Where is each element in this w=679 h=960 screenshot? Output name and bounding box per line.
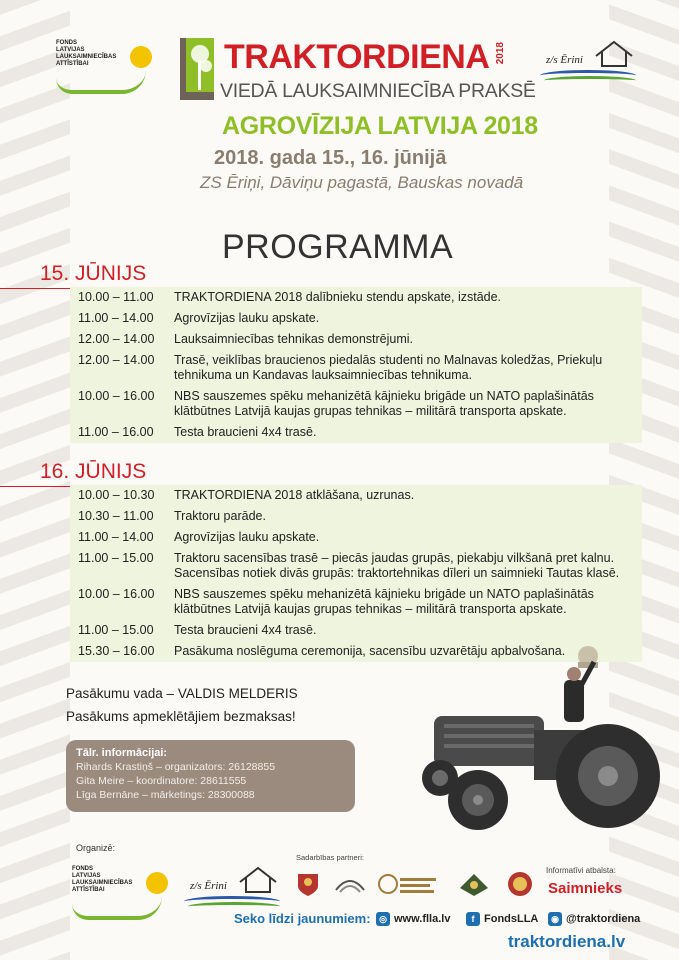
schedule-desc: Testa braucieni 4x4 trasē.: [174, 623, 317, 637]
round-emblem-icon: [502, 870, 538, 898]
schedule-desc: TRAKTORDIENA 2018 dalībnieku stendu apskate, izstāde.: [174, 290, 502, 304]
contact-heading: Tālr. informācijai:: [76, 747, 168, 759]
schedule-row: [70, 350, 642, 386]
schedule-row: [70, 329, 642, 350]
instagram-link[interactable]: [548, 912, 640, 926]
schedule-row: [70, 527, 642, 548]
schedule-row: [70, 386, 642, 422]
house-icon: [238, 866, 278, 894]
fonds-logo-line: LAUKSAIMNIECĪBAS: [72, 880, 133, 886]
schedule-time: 10.00 – 16.00: [78, 587, 155, 601]
book-tree-icon: [178, 32, 220, 104]
free-entry-text: Pasākums apmeklētājiem bezmaksas!: [66, 709, 296, 724]
partners-label: Sadarbības partneri:: [296, 853, 364, 862]
schedule-desc: Agrovīzijas lauku apskate.: [174, 311, 320, 325]
consulting-centre-icon: [378, 870, 438, 898]
globe-icon: ◎: [376, 912, 390, 926]
event-subtitle: VIEDĀ LAUKSAIMNIECĪBA PRAKSĒ: [220, 80, 536, 102]
army-emblem-icon: [456, 870, 492, 898]
website-link[interactable]: [376, 912, 450, 926]
erini-logo-text: z/s Ērini: [190, 880, 227, 892]
erini-logo-footer: [184, 866, 284, 908]
schedule-time: 10.00 – 16.00: [78, 389, 155, 403]
day-label: 16. JŪNIJS: [40, 460, 147, 483]
schedule-row: [70, 422, 642, 443]
schedule-time: 15.30 – 16.00: [78, 644, 155, 658]
schedule-row: [70, 620, 642, 641]
info-support-label: Informatīvi atbalsta:: [546, 866, 616, 875]
facebook-link[interactable]: [466, 912, 538, 926]
schedule-desc: Lauksaimniecības tehnikas demonstrējumi.: [174, 332, 414, 346]
event-date: 2018. gada 15., 16. jūnijā: [214, 147, 447, 169]
schedule-desc: TRAKTORDIENA 2018 atklāšana, uzrunas.: [174, 488, 415, 502]
fonds-logo-line: FONDS: [72, 866, 93, 872]
house-icon: [594, 40, 634, 68]
contact-line: Līga Bernāne – mārketings: 28300088: [76, 789, 255, 801]
schedule-time: 12.00 – 14.00: [78, 353, 155, 367]
schedule-time: 11.00 – 15.00: [78, 551, 154, 565]
schedule-desc: Traktoru sacensības trasē – piecās jaudas grupās, piekabju vilkšanā pret kalnu. Sacensības notiek divās grupās: traktortehnikas dīleri un saimnieki Tautas klasē.: [174, 551, 620, 580]
tractor-image: [414, 640, 664, 840]
fonds-logo: [56, 40, 156, 90]
fonds-logo-footer: [72, 866, 172, 916]
wave-icon: [544, 76, 636, 85]
schedule-time: 11.00 – 16.00: [78, 425, 154, 439]
contact-line: Rihards Krastiņš – organizators: 26128855: [76, 761, 276, 773]
schedule-time: 10.00 – 10.30: [78, 488, 155, 502]
event-title: TRAKTORDIENA: [224, 38, 490, 76]
website-url[interactable]: traktordiena.lv: [508, 932, 626, 951]
facebook-icon: f: [466, 912, 480, 926]
erini-logo-text: z/s Ērini: [546, 54, 583, 66]
schedule-desc: Trasē, veiklības braucienos piedalās studenti no Malnavas koledžas, Priekuļu tehnikuma un Kandavas lauksaimniecības tehnikuma.: [174, 353, 603, 382]
instagram-icon: ◉: [548, 912, 562, 926]
sun-icon: [146, 872, 168, 894]
lauku-tikls-icon: [332, 870, 368, 898]
schedule-row: [70, 506, 642, 527]
fonds-logo-line: LAUKSAIMNIECĪBAS: [56, 54, 117, 60]
event-place: [200, 173, 523, 193]
facebook-text: FondsLLA: [484, 913, 539, 925]
swoosh-icon: [56, 70, 146, 94]
schedule-time: 11.00 – 14.00: [78, 530, 154, 544]
program-title: PROGRAMMA: [222, 228, 454, 266]
schedule-row: [70, 485, 642, 506]
wave-icon: [188, 902, 280, 911]
fonds-logo-line: FONDS: [56, 40, 77, 46]
schedule-time: 10.00 – 11.00: [78, 290, 154, 304]
fonds-logo-line: ATTĪSTĪBAI: [72, 887, 105, 893]
host-text: Pasākumu vada – VALDIS MELDERIS: [66, 686, 298, 701]
schedule-desc: Traktoru parāde.: [174, 509, 266, 523]
schedule-desc: Testa braucieni 4x4 trasē.: [174, 425, 317, 439]
event-place-text: ZS Ēriņi, Dāviņu pagastā, Bauskas novadā: [200, 173, 524, 192]
schedule-desc: Agrovīzijas lauku apskate.: [174, 530, 320, 544]
schedule-row: [70, 287, 642, 308]
agrovizija-title: AGROVĪZIJA LATVIJA 2018: [222, 112, 538, 140]
sun-icon: [130, 46, 152, 68]
fonds-logo-line: LATVIJAS: [72, 873, 101, 879]
fonds-logo-line: ATTĪSTĪBAI: [56, 61, 89, 67]
schedule-row: [70, 308, 642, 329]
swoosh-icon: [72, 896, 162, 920]
schedule-desc: NBS sauszemes spēku mehanizētā kājnieku brigāde un NATO paplašinātās klātbūtnes Latvijā kaujas grupas tehnikas – militārā transporta apskate.: [174, 587, 594, 616]
follow-label: Seko līdzi jaunumiem:: [234, 911, 371, 926]
day-label: 15. JŪNIJS: [40, 262, 147, 285]
organizers-label: Organizē:: [76, 843, 116, 853]
contact-line: Gita Meire – koordinatore: 28611555: [76, 775, 247, 787]
schedule-day-1: [70, 287, 642, 443]
schedule-row: [70, 548, 642, 584]
instagram-text: @traktordiena: [566, 913, 641, 925]
schedule-time: 11.00 – 15.00: [78, 623, 154, 637]
saimnieks-logo: Saimnieks: [548, 880, 623, 897]
event-year: 2018: [495, 42, 506, 65]
coat-of-arms-icon: [290, 870, 326, 898]
website-text: www.flla.lv: [394, 913, 451, 925]
erini-logo: [540, 40, 640, 85]
schedule-desc: NBS sauszemes spēku mehanizētā kājnieku brigāde un NATO paplašinātās klātbūtnes Latvijā kaujas grupas tehnikas – militārā transporta apskate.: [174, 389, 594, 418]
schedule-row: [70, 584, 642, 620]
schedule-desc: Pasākuma noslēguma ceremonija, sacensību uzvarētāju apbalvošana.: [174, 644, 566, 658]
schedule-time: 10.30 – 11.00: [78, 509, 154, 523]
contact-box: [66, 740, 355, 812]
schedule-day-2: [70, 485, 642, 662]
schedule-time: 11.00 – 14.00: [78, 311, 154, 325]
schedule-time: 12.00 – 14.00: [78, 332, 155, 346]
fonds-logo-line: LATVIJAS: [56, 47, 85, 53]
